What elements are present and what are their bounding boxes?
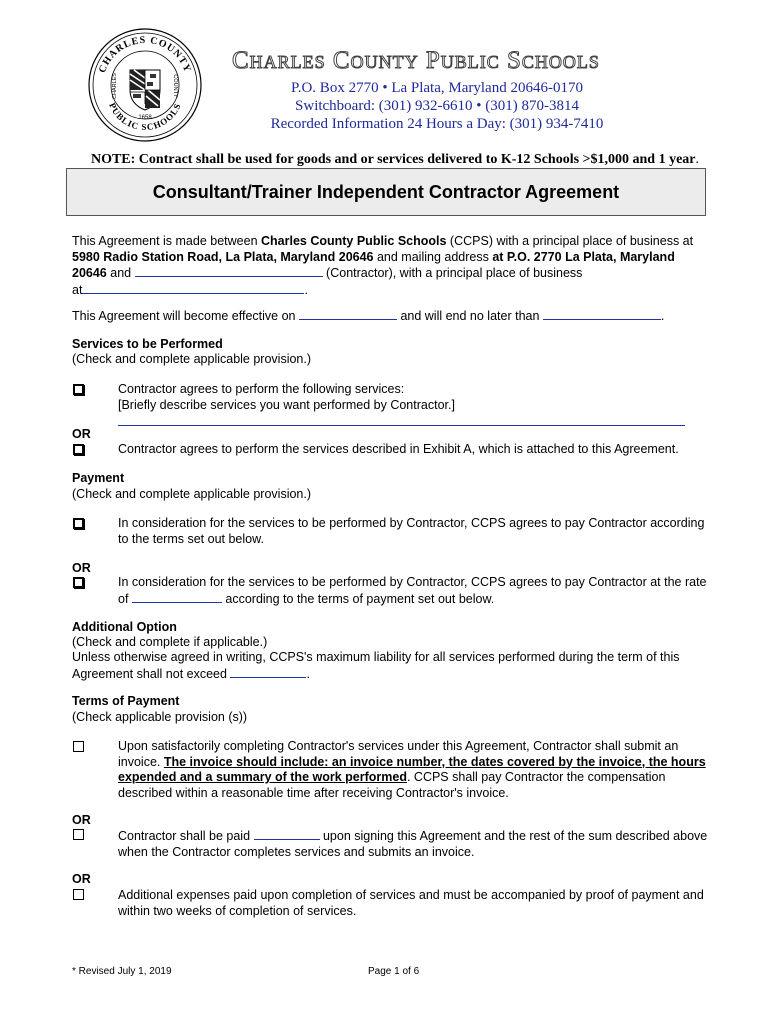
end-date-field[interactable] [543,308,661,320]
revision-date: * Revised July 1, 2019 [72,966,172,977]
terms-option2-text: Contractor shall be paid upon signing this Agreement and the rest of the sum described above when the Contractor completes services and submits an invoice. [118,829,708,859]
effective-dates: This Agreement will become effective on and will end no later than . [72,309,665,323]
max-liability-text: Unless otherwise agreed in writing, CCPS's maximum liability for all services performed during the term of this Agreement shall not exceed . [72,650,680,681]
services-option2-checkbox[interactable] [73,444,84,455]
seal-year: 1658 [138,115,152,121]
payment-option1-text: In consideration for the services to be performed by Contractor, CCPS agrees to pay Contractor according to the terms set out below. [118,516,705,546]
services-option2-text: Contractor agrees to perform the services described in Exhibit A, which is attached to this Agreement. [118,442,679,456]
terms-option3-checkbox[interactable] [73,889,84,900]
page-number: Page 1 of 6 [368,966,420,977]
payment-option2-checkbox[interactable] [73,577,84,588]
services-description-field[interactable] [118,425,685,426]
or-label: OR [72,427,91,441]
terms-option1-checkbox[interactable] [73,741,84,752]
intro-paragraph: This Agreement is made between Charles County Public Schools (CCPS) with a principal place of business at 5980 Radio Station Road, La Plata, Maryland 20646 and mailing address at P.O. 2770 La Plata, Maryland 20646 and (Contractor), with a principal place of business at . [72,234,694,297]
terms-heading: Terms of Payment [72,694,180,708]
services-instructions: (Check and complete applicable provision.) [72,352,312,366]
contractor-address-field[interactable] [82,282,304,294]
start-date-field[interactable] [299,308,397,320]
switchboard: Switchboard: (301) 932-6610 • (301) 870-3814 [295,98,579,114]
upfront-amount-field[interactable] [254,828,320,840]
additional-option-instructions: (Check and complete if applicable.) [72,635,268,649]
contract-note: NOTE: Contract shall be used for goods and or services delivered to K-12 Schools >$1,000 and 1 year. [90,152,700,167]
mailing-address: P.O. Box 2770 • La Plata, Maryland 20646-0170 [291,80,583,96]
seal-top-text: CHARLES COUNTY [97,34,193,75]
document-title: Consultant/Trainer Independent Contractor Agreement [152,182,620,202]
school-name: Charles County Public Schools [232,47,600,74]
terms-option2-checkbox[interactable] [73,829,84,840]
terms-option1-text: Upon satisfactorily completing Contractor's services under this Agreement, Contractor shall submit an invoice. The invoice should include: an invoice number, the dates covered by the invoice, the hours expended and a summary of the work performed. CCPS shall pay Contractor the compensation described within a reasonable time after receiving Contractor's invoice. [118,739,706,800]
terms-instructions: (Check applicable provision (s)) [72,710,248,724]
payment-instructions: (Check and complete applicable provision.) [72,487,312,501]
payment-rate-field[interactable] [132,591,222,603]
payment-heading: Payment [72,471,125,485]
services-option1-text: Contractor agrees to perform the following services: [Briefly describe services you want performed by Contractor.] [118,382,455,412]
additional-option-heading: Additional Option [72,620,177,634]
services-heading: Services to be Performed [72,337,223,351]
seal-bottom-text: PUBLIC SCHOOLS [107,101,183,133]
seal-left-text: CHARLES [112,73,118,99]
payment-option1-checkbox[interactable] [73,518,84,529]
seal-right-text: COUNTY [172,74,178,98]
terms-option3-text: Additional expenses paid upon completion of services and must be accompanied by proof of payment and within two weeks of completion of services. [118,888,704,918]
or-label: OR [72,561,91,575]
school-seal-logo [86,26,204,144]
contractor-name-field[interactable] [135,265,323,277]
payment-option2-text: In consideration for the services to be performed by Contractor, CCPS agrees to pay Contractor at the rate of according to the terms of payment set out below. [118,575,707,606]
recorded-info: Recorded Information 24 Hours a Day: (301) 934-7410 [270,116,604,132]
max-liability-field[interactable] [230,666,306,678]
or-label: OR [72,872,91,886]
services-option1-checkbox[interactable] [73,384,84,395]
or-label: OR [72,813,91,827]
